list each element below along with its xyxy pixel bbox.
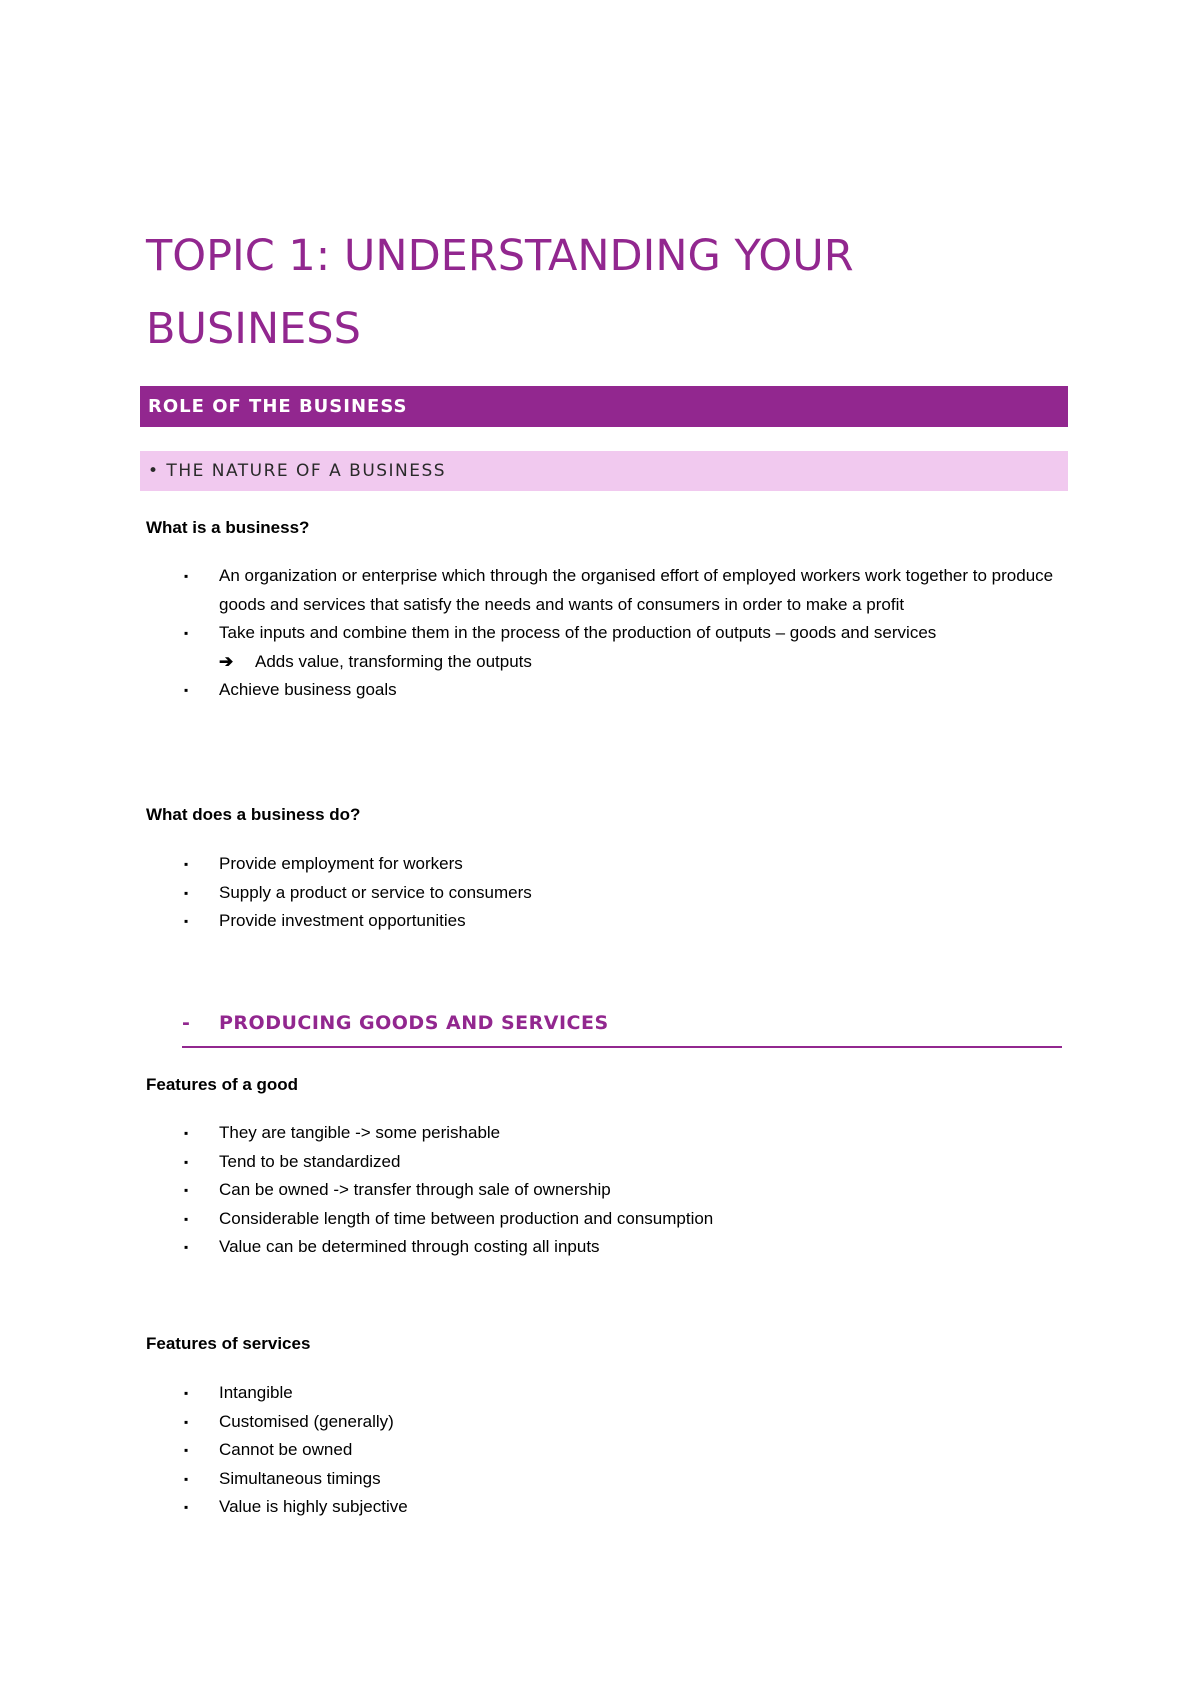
question-what-is-business: What is a business?	[146, 518, 310, 537]
list-item-text: Provide employment for workers	[219, 854, 463, 873]
list-item-text: Provide investment opportunities	[219, 911, 466, 930]
list-item-text: Take inputs and combine them in the process of the production of outputs – goods and services	[219, 623, 937, 642]
bullet-icon: ▪	[184, 1471, 189, 1486]
bullet-icon: ▪	[184, 1154, 189, 1169]
features-of-services-heading: Features of services	[146, 1334, 311, 1353]
bullet-icon: ▪	[184, 1211, 189, 1226]
list-item	[146, 1408, 1066, 1437]
bullet-icon: ▪	[184, 1443, 189, 1457]
subsection-heading-band	[140, 451, 1068, 491]
question-what-business-does: What does a business do?	[146, 805, 361, 824]
section-producing-goods-heading	[182, 1012, 1062, 1048]
list-item-text: Supply a product or service to consumers	[219, 882, 532, 902]
bullet-icon: ▪	[184, 683, 189, 697]
bullet-icon: ▪	[184, 569, 189, 583]
list-item	[146, 619, 1066, 648]
bullet-icon: ▪	[184, 885, 189, 900]
list-item-text: An organization or enterprise which through the organised effort of employed workers work together to produce goods and services that satisfy the needs and wants of consumers in order to make a profit	[219, 566, 1054, 614]
list-item	[146, 850, 1066, 879]
list-item-text: Intangible	[219, 1383, 293, 1402]
list-item-text: They are tangible -> some perishable	[219, 1123, 501, 1142]
list-item	[146, 1465, 1066, 1494]
list-item	[146, 1436, 1066, 1465]
arrow-note-text: Adds value, transforming the outputs	[255, 651, 532, 671]
list-item-text: Value is highly subjective	[219, 1497, 408, 1516]
list-item-text: Value can be determined through costing all inputs	[219, 1237, 600, 1256]
list-item-text: Achieve business goals	[219, 680, 397, 699]
list-item	[146, 1148, 1066, 1177]
list-item	[146, 562, 1066, 619]
list-item	[146, 1176, 1066, 1205]
list-item-text: Simultaneous timings	[219, 1468, 381, 1488]
bullet-icon: ▪	[184, 1500, 189, 1514]
goods-features-list	[146, 1119, 1066, 1262]
services-features-list	[146, 1379, 1066, 1522]
list-item-text: Can be owned -> transfer through sale of ownership	[219, 1180, 611, 1199]
features-of-good-heading: Features of a good	[146, 1075, 299, 1094]
business-activities-list	[146, 850, 1066, 936]
bullet-icon: ▪	[184, 1386, 189, 1400]
bullet-icon: ▪	[184, 857, 189, 871]
list-item	[146, 1493, 1066, 1522]
arrow-right-icon: ➔	[219, 651, 234, 671]
subsection-heading: • THE NATURE OF A BUSINESS	[148, 461, 447, 481]
business-definition-list	[146, 562, 1066, 705]
section-heading-band	[140, 386, 1068, 427]
bullet-icon: ▪	[184, 914, 189, 928]
heading-dash: -	[182, 1012, 190, 1034]
list-item-text: Customised (generally)	[219, 1411, 394, 1431]
bullet-icon: ▪	[184, 1183, 189, 1197]
list-item	[146, 1119, 1066, 1148]
bullet-icon: ▪	[184, 1414, 189, 1429]
bullet-icon: ▪	[184, 1240, 189, 1254]
list-item	[146, 676, 1066, 705]
list-item	[146, 879, 1066, 908]
list-item	[146, 907, 1066, 936]
section2-heading-text: PRODUCING GOODS AND SERVICES	[219, 1012, 609, 1034]
list-item-text: Considerable length of time between production and consumption	[219, 1208, 714, 1228]
list-item	[146, 1233, 1066, 1262]
section-heading: ROLE OF THE BUSINESS	[148, 396, 408, 417]
list-item	[146, 1379, 1066, 1408]
bullet-icon: ▪	[184, 626, 189, 640]
arrow-note	[146, 648, 1066, 677]
list-item-text: Cannot be owned	[219, 1440, 353, 1459]
bullet-icon: ▪	[184, 1126, 189, 1140]
list-item-text: Tend to be standardized	[219, 1151, 401, 1171]
list-item	[146, 1205, 1066, 1234]
page-title: TOPIC 1: UNDERSTANDING YOUR BUSINESS	[146, 231, 854, 354]
